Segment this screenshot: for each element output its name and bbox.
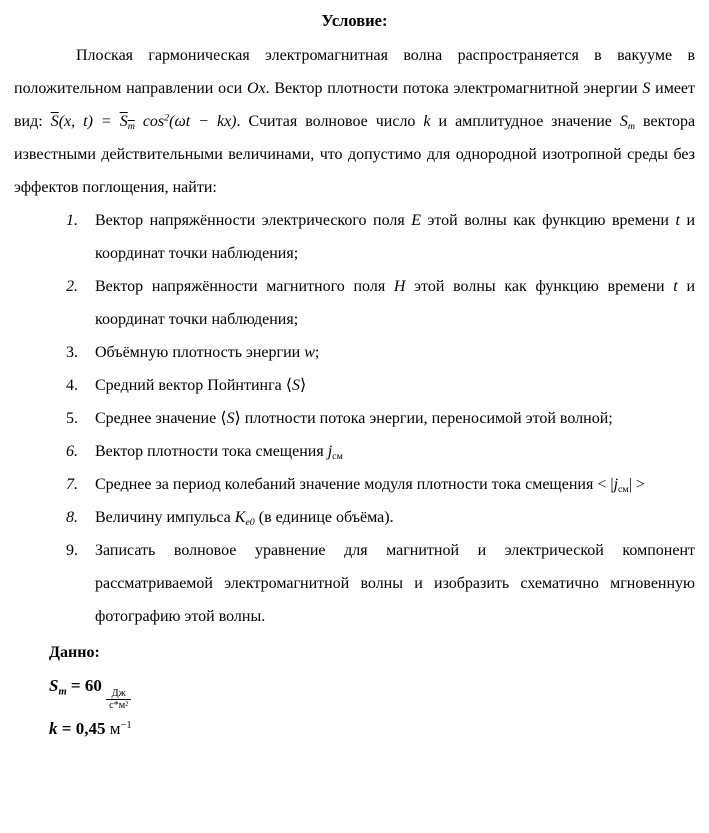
list-item-text — [95, 501, 695, 534]
fraction-numerator — [106, 688, 131, 701]
text-segment: H — [393, 278, 406, 295]
text-segment: Вектор плотности тока смещения — [95, 443, 328, 460]
text-segment: и амплитудное значение — [430, 113, 620, 130]
text-segment: и координат точки наблюдения; — [95, 278, 696, 328]
text-segment: ; — [314, 344, 320, 361]
text-segment: cos — [134, 113, 165, 130]
text-segment: Средний вектор Пойнтинга — [95, 377, 286, 394]
text-segment: Ox — [246, 80, 266, 97]
intro-paragraph — [14, 39, 695, 204]
list-item-number: 1. — [66, 212, 78, 229]
text-segment: м — [105, 719, 121, 739]
text-segment: . Вектор плотности потока электромагнитной энергии — [265, 80, 643, 97]
list-item-text — [95, 468, 695, 501]
text-segment: t — [675, 212, 680, 229]
list-item — [14, 534, 695, 633]
text-segment: см — [332, 451, 343, 463]
text-segment: S — [642, 80, 651, 97]
list-item-text — [95, 534, 695, 633]
text-segment: K — [234, 509, 246, 526]
text-segment: m — [127, 121, 135, 133]
text-segment: Объёмную плотность энергии — [95, 344, 305, 361]
text-segment: Величину импульса — [95, 509, 235, 526]
text-segment: j — [613, 476, 619, 493]
given-formula-sm — [49, 669, 695, 712]
text-segment: Записать волновое уравнение для магнитной и электрической компонент рассматриваемой электромагнитной волны и изобразить схематично мгновенную фотографию этой волны. — [95, 542, 695, 625]
text-segment: S — [619, 113, 628, 130]
text-segment: = — [66, 676, 85, 695]
list-item-number: 6. — [66, 443, 78, 460]
text-segment: вектора известными действительными величинами, что допустимо для однородной изотропной среды без эффектов поглощения, найти: — [14, 113, 696, 196]
text-segment: S — [292, 377, 301, 394]
text-segment: m — [58, 686, 67, 698]
text-segment: Среднее значение — [95, 410, 221, 427]
list-item — [14, 468, 695, 501]
list-item-number: 7. — [66, 476, 78, 493]
text-segment: (x, t) = — [58, 113, 120, 130]
list-item — [14, 270, 695, 336]
list-item-number: 9. — [66, 542, 78, 559]
text-segment: ⟩ — [234, 410, 241, 427]
text-segment: −1 — [120, 720, 132, 732]
text-segment: t — [673, 278, 678, 295]
list-item — [14, 336, 695, 369]
text-segment: w — [304, 344, 315, 361]
units-fraction — [106, 688, 131, 712]
text-segment: S — [119, 113, 128, 130]
text-segment: 2 — [164, 112, 170, 124]
given-label: Данно: — [49, 644, 100, 661]
list-item-text — [95, 336, 695, 369]
text-segment: этой волны как функцию времени — [421, 212, 676, 229]
list-item-text — [95, 435, 695, 468]
list-item — [14, 402, 695, 435]
text-segment: k — [423, 113, 431, 130]
S-bar-symbol — [51, 113, 59, 130]
text-segment: ⟨ — [285, 377, 293, 394]
text-segment: Плоская гармоническая электромагнитная волна распространяется в вакууме в положительном направлении оси — [14, 47, 695, 97]
document-title: Условие: — [321, 11, 388, 30]
problem-list — [14, 204, 695, 633]
list-item-number: 4. — [66, 377, 78, 394]
text-segment: $\overline{S}$ — [50, 113, 59, 130]
list-item-text — [95, 204, 695, 270]
text-segment: < | — [597, 476, 614, 493]
list-item-number: 8. — [66, 509, 78, 526]
text-segment: Дж — [111, 687, 126, 699]
list-item-text — [95, 270, 695, 336]
list-item — [14, 369, 695, 402]
text-segment: S — [49, 676, 59, 695]
text-segment: и координат точки наблюдения; — [95, 212, 696, 262]
text-segment: Среднее за период колебаний значение модуля плотности тока смещения — [95, 476, 598, 493]
text-segment: имеет вид: — [14, 80, 696, 130]
text-segment: . Считая волновое число — [236, 113, 424, 130]
text-segment: ⟩ — [300, 377, 307, 394]
text-segment: Вектор напряжённости электрического поля — [95, 212, 412, 229]
text-segment: = — [57, 719, 76, 739]
text-segment: этой волны как функцию времени — [405, 278, 674, 295]
text-segment: S — [226, 410, 235, 427]
list-item-text — [95, 369, 695, 402]
list-item-number: 2. — [66, 278, 78, 295]
text-segment: ⟨ — [220, 410, 227, 427]
text-segment: k — [49, 719, 58, 739]
list-item-number: 5. — [66, 410, 78, 427]
text-segment: е0 — [245, 517, 255, 529]
text-segment: | > — [628, 476, 645, 493]
text-segment: Вектор напряжённости магнитного поля — [95, 278, 394, 295]
text-segment: (ωt − kx) — [169, 113, 237, 130]
text-segment: (в единице объёма). — [254, 509, 394, 526]
S-m-bar-symbol — [119, 113, 135, 133]
text-segment: плотности потока энергии, переносимой этой волной; — [240, 410, 613, 427]
list-item — [14, 204, 695, 270]
text-segment: 60 — [84, 676, 107, 695]
fraction-denominator — [106, 700, 131, 712]
text-segment: m — [627, 121, 636, 133]
text-segment: 0,45 — [75, 719, 106, 739]
list-item-number: 3. — [66, 344, 78, 361]
list-item-text — [95, 402, 695, 435]
list-item — [14, 435, 695, 468]
text-segment: j — [327, 443, 333, 460]
given-formula-k — [49, 712, 695, 746]
text-segment: E — [411, 212, 422, 229]
text-segment: с*м² — [109, 700, 129, 712]
text-segment: см — [618, 484, 629, 496]
list-item — [14, 501, 695, 534]
